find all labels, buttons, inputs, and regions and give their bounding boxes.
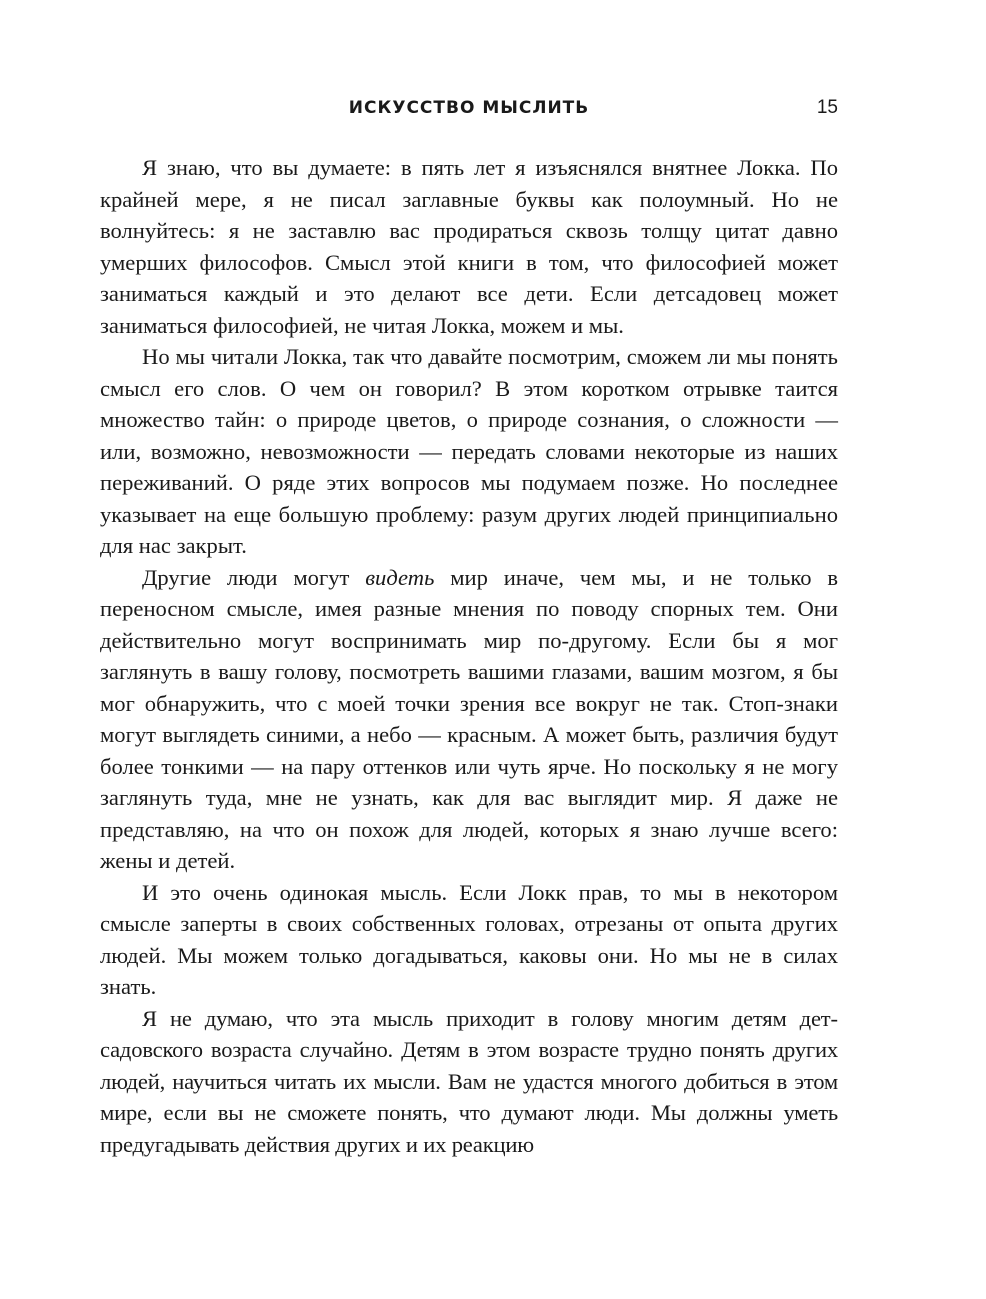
paragraph-2: Но мы читали Локка, так что давайте посмотрим, сможем ли мы понять смысл его слов. О чем он говорил? В этом коротком отрывке таится множество тайн: о природе цветов, о природе сознания, о сложности — или, возможно, невозможности — передать словами некоторые из наших переживаний. О ряде этих вопросов мы подумаем позже. Но последнее указывает на еще большую проблему: разум других людей принципиально для нас закрыт.	[100, 344, 838, 558]
paragraph-3-text-after: мир иначе, чем мы, и не только в переносном смысле, имея разные мнения по поводу спорных тем. Они действительно могут воспринимать мир по-другому. Если бы я мог заглянуть в вашу голову, посмотреть вашими глазами, вашим мозгом, я бы мог обнаружить, что с моей точки зрения все вокруг не так. Стоп-знаки могут выглядеть синими, а небо — красным. А может быть, различия будут более тонкими — на пару оттенков или чуть ярче. Но поскольку я не могу заглянуть туда, мне не узнать, как для вас выглядит мир. Я даже не представляю, на что он похож для людей, которых я знаю лучше всего: жены и детей.	[100, 564, 838, 873]
book-title: ИСКУССТВО МЫСЛИТЬ	[348, 98, 590, 118]
paragraph-3	[100, 562, 838, 877]
page-number: 15	[816, 97, 838, 118]
emphasized-word: видеть	[365, 564, 435, 590]
body-text	[100, 152, 838, 1160]
paragraph-5: Я не думаю, что эта мысль приходит в голову многим детям детсадовского возраста случайно. Детям в этом возрасте трудно понять других людей, научиться читать их мысли. Вам не удастся многого добиться в этом мире, если вы не сможете понять, что думают люди. Мы должны уметь предугадывать действия других и их реакцию	[100, 1005, 838, 1157]
running-head	[100, 94, 838, 124]
paragraph-4: И это очень одинокая мысль. Если Локк прав, то мы в некотором смысле заперты в своих собственных головах, отрезаны от опыта других людей. Мы можем только догадываться, каковы они. Но мы не в силах знать.	[100, 879, 838, 999]
paragraph-1: Я знаю, что вы думаете: в пять лет я изъяснялся внятнее Локка. По крайней мере, я не писал заглавные буквы как полоумный. Но не волнуйтесь: я не заставлю вас продираться сквозь толщу цитат давно умерших философов. Смысл этой книги в том, что философией может заниматься каждый и это делают все дети. Если детсадовец может заниматься философией, не читая Локка, можем и мы.	[100, 155, 838, 338]
paragraph-3-text-before: Другие люди могут	[142, 564, 366, 590]
